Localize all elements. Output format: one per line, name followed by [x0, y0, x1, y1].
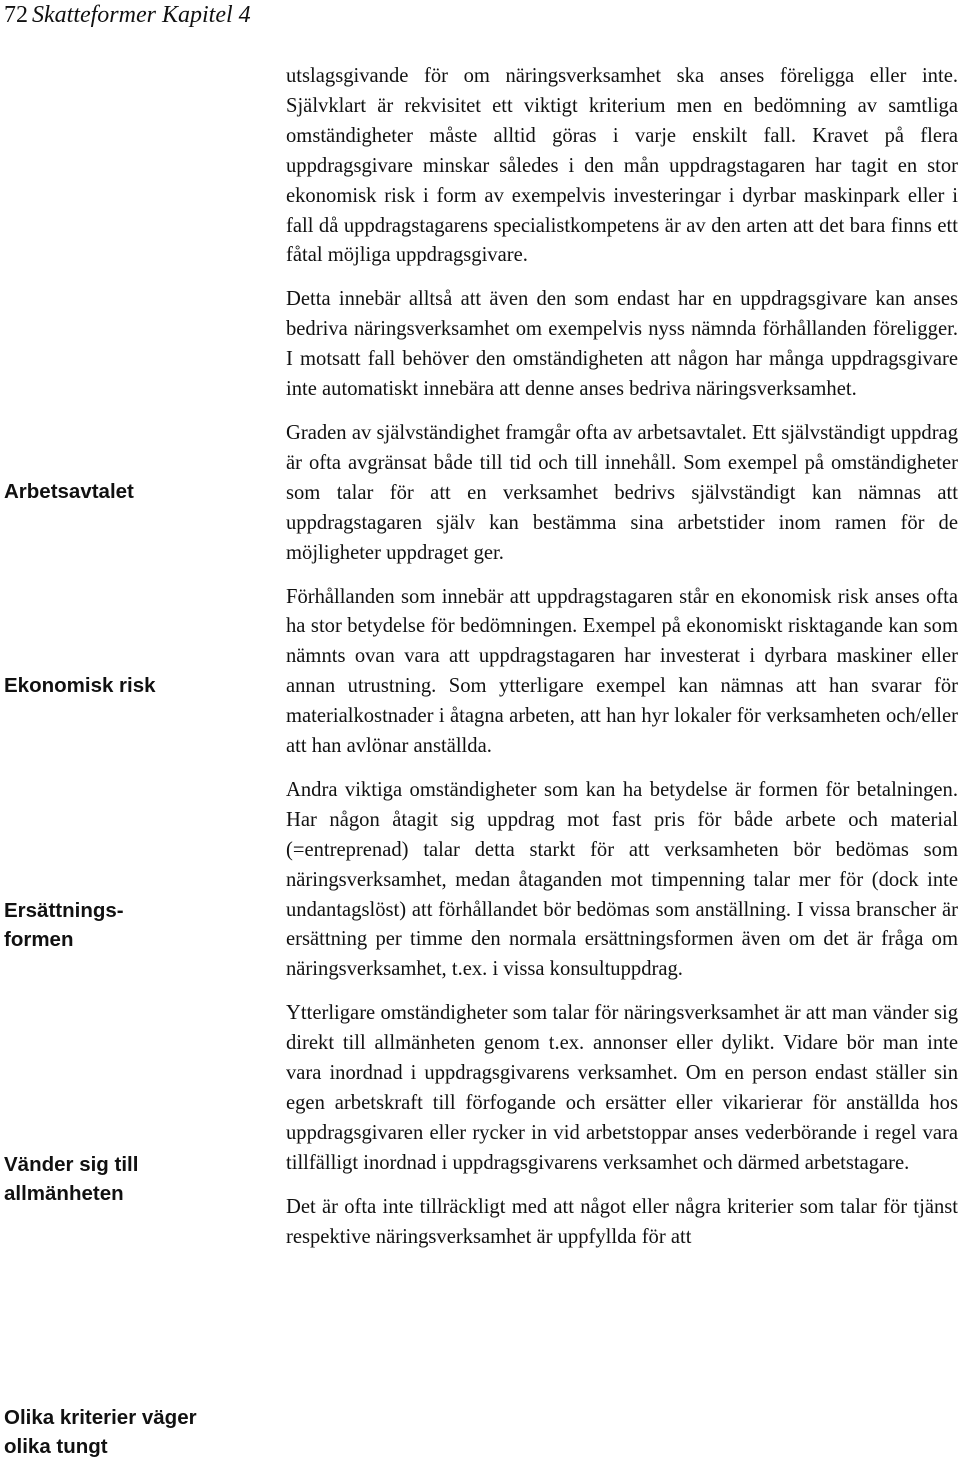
page-number: 72	[4, 2, 28, 28]
paragraph-2: Detta innebär alltså att även den som endast har en uppdragsgivare kan anses bedriva näringsverksamhet om exempelvis nyss nämnda förhållanden föreligger. I motsatt fall behöver den omständigheten att någon har många uppdragsgivare inte automatiskt innebära att denne anses bedriva näringsverksamhet.	[286, 288, 958, 401]
margin-note-olika-kriterier: Olika kriterier väger olika tungt	[4, 1406, 197, 1458]
running-header	[4, 0, 251, 30]
running-title: Skatteformer Kapitel 4	[32, 2, 251, 28]
body-text	[286, 62, 958, 1267]
paragraph-6: Ytterligare omständigheter som talar för näringsverksamhet är att man vänder sig direkt till allmänheten genom t.ex. annonser eller dylikt. Vidare bör man inte vara inordnad i uppdragsgivarens verksamhet. Om en person endast ställer sin egen arbetskraft till förfogande och ersätter eller vikarierar för anställda hos uppdragsgivaren eller rycker in vid arbetstoppar anses vederbörande i regel vara tillfälligt inordnad i uppdragsgivarens verksamhet och därmed arbetstagare.	[286, 1002, 958, 1174]
paragraph-5: Andra viktiga omständigheter som kan ha betydelse är formen för betalningen. Har någon åtagit sig uppdrag mot fast pris för både arbete och material (=entreprenad) talar detta starkt för att verksamheten bör bedömas som näringsverksamhet, medan åtaganden mot timpenning talar mer för (dock inte undantagslöst) att förhållandet bör bedömas som anställning. I vissa branscher är ersättning per timme den normala ersättningsformen även om det är fråga om näringsverksamhet, t.ex. i vissa konsultuppdrag.	[286, 778, 958, 981]
paragraph-3: Graden av självständighet framgår ofta av arbetsavtalet. Ett självständigt uppdrag är ofta avgränsat både till tid och till innehåll. Som exempel på omständigheter som talar för att en verksamhet bedrivs självständigt kan nämnas att uppdragstagaren själv kan bestämma sina arbetstider inom ramen för de möjligheter uppdraget ger.	[286, 421, 958, 564]
paragraph-4: Förhållanden som innebär att uppdragstagaren står en ekonomisk risk anses ofta ha stor betydelse för bedömningen. Exempel på ekonomiskt risktagande kan som nämnts ovan vara att uppdragstagaren har investerat i dyrbara maskiner eller annan utrustning. Som ytterligare exempel kan nämnas att han svarar för materialkostnader i åtagna arbeten, att han hyr lokaler för verksamheten och/eller att han avlönar anställda.	[286, 585, 958, 758]
margin-note-ekonomisk-risk: Ekonomisk risk	[4, 674, 156, 697]
margin-note-vander-sig-till-allmanheten: Vänder sig till allmänheten	[4, 1153, 139, 1205]
margin-note-arbetsavtalet: Arbetsavtalet	[4, 480, 134, 503]
paragraph-1: utslagsgivande för om näringsverksamhet ska anses föreligga eller inte. Självklart är rekvisitet ett viktigt kriterium men en bedömning av samtliga omständigheter måste alltid göras i varje enskilt fall. Kravet på flera uppdragsgivare minskar således i den mån uppdragstagaren har tagit en stor ekonomisk risk i form av exempelvis investeringar i dyrbar maskinpark eller i fall då uppdragstagarens specialistkompetens är av den arten att det bara finns ett fåtal möjliga uppdragsgivare.	[286, 65, 958, 267]
paragraph-7: Det är ofta inte tillräckligt med att något eller några kriterier som talar för tjänst respektive näringsverksamhet är uppfyllda för att	[286, 1195, 958, 1248]
margin-note-ersattningsformen: Ersättnings- formen	[4, 899, 124, 951]
